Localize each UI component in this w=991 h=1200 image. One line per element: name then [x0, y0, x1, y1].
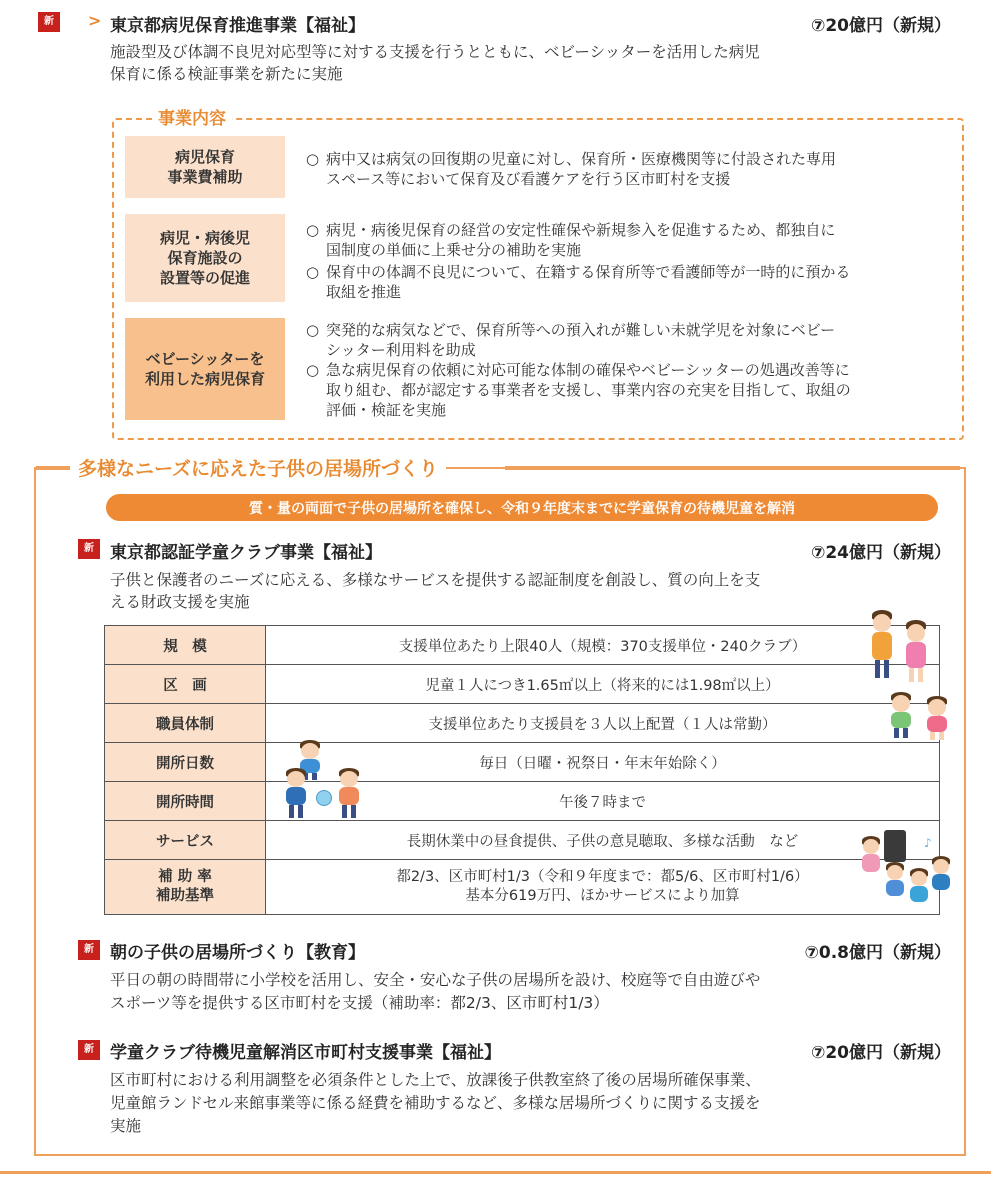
- bullet-item: [306, 220, 956, 260]
- bullet-item: [306, 262, 956, 302]
- bullet-item: [306, 149, 956, 189]
- program-spec-table: [104, 625, 940, 915]
- table-value: 毎日（日曜・祝祭日・年末年始除く）: [266, 743, 940, 782]
- divider: [0, 1171, 991, 1174]
- project-budget: ⑦20億円（新規）: [810, 16, 951, 36]
- bullet-text: 病児・病後児保育の経営の安定性確保や新規参入を促進するため、都独自に: [326, 221, 836, 239]
- bullet-text: 病中又は病気の回復期の児童に対し、保育所・医療機関等に付設された専用: [326, 150, 837, 168]
- child-illustration-icon: [888, 692, 914, 738]
- project-description-line: 保育に係る検証事業を新たに実施: [110, 65, 343, 83]
- table-row: [105, 782, 940, 821]
- project-description-line: 子供と保護者のニーズに応える、多様なサービスを提供する認証制度を創設し、質の向上を支: [110, 571, 761, 589]
- table-key: 区 画: [105, 665, 266, 704]
- bullet-text: スペース等において保育及び看護ケアを行う区市町村を支援: [326, 170, 731, 188]
- child-illustration-icon: [884, 862, 906, 902]
- project-budget: ⑦0.8億円（新規）: [804, 943, 951, 963]
- category-label: 保育施設の: [167, 249, 243, 267]
- child-illustration-icon: [870, 610, 894, 680]
- table-key: 開所日数: [105, 743, 266, 782]
- table-key: 開所時間: [105, 782, 266, 821]
- project-description-line: スポーツ等を提供する区市町村を支援（補助率：都2/3、区市町村1/3）: [110, 994, 609, 1012]
- new-badge: 新: [78, 1040, 100, 1060]
- bullet-mark: ○: [306, 361, 320, 379]
- ball-icon: [316, 790, 332, 806]
- table-row: [105, 665, 940, 704]
- category-label: 事業費補助: [167, 168, 243, 186]
- bullet-text: シッター利用料を助成: [326, 341, 476, 359]
- table-value-line: 基本分619万円、ほかサービスにより加算: [465, 888, 740, 904]
- category-label: 病児・病後児: [159, 229, 250, 247]
- table-value: 長期休業中の昼食提供、子供の意見聴取、多様な活動 など: [266, 821, 940, 860]
- bullet-text: 取り組む、都が認定する事業者を支援し、事業内容の充実を目指して、取組の: [326, 381, 851, 399]
- divider: [505, 466, 960, 470]
- table-key-line: 補助基準: [156, 888, 214, 904]
- table-key: 規 模: [105, 626, 266, 665]
- bullet-mark: ○: [306, 221, 320, 239]
- table-value: [266, 860, 940, 915]
- project-description-line: 施設型及び体調不良児対応型等に対する支援を行うとともに、ベビーシッターを活用した病児: [110, 43, 760, 61]
- bullet-item: [306, 320, 956, 360]
- bullet-text: 保育中の体調不良児について、在籍する保育所等で看護師等が一時的に預かる: [326, 263, 851, 281]
- table-row: [105, 743, 940, 782]
- table-value-line: 都2/3、区市町村1/3（令和９年度まで：都5/6、区市町村1/6）: [396, 869, 809, 885]
- category-label: 設置等の促進: [159, 269, 250, 287]
- child-illustration-icon: [930, 856, 952, 896]
- new-badge: 新: [78, 539, 100, 559]
- project-description-line: える財政支援を実施: [110, 593, 250, 611]
- chevron-right-icon: >: [88, 11, 102, 30]
- divider: [36, 466, 70, 470]
- table-row: [105, 626, 940, 665]
- project-budget: ⑦20億円（新規）: [810, 1043, 951, 1063]
- goal-banner-text: 質・量の両面で子供の居場所を確保し、令和９年度末までに学童保育の待機児童を解消: [249, 500, 795, 517]
- new-badge: 新: [78, 940, 100, 960]
- bullet-mark: ○: [306, 263, 320, 281]
- category-label: 利用した病児保育: [144, 370, 265, 388]
- child-illustration-icon: [284, 768, 308, 818]
- table-row: [105, 860, 940, 915]
- table-value: 支援単位あたり支援員を３人以上配置（１人は常勤）: [266, 704, 940, 743]
- section-heading: 多様なニーズに応えた子供の居場所づくり: [70, 454, 446, 481]
- project-title: 東京都認証学童クラブ事業【福祉】: [110, 543, 382, 563]
- table-value: 午後７時まで: [266, 782, 940, 821]
- table-key: [105, 860, 266, 915]
- bullet-item: [306, 360, 956, 420]
- table-row: [105, 821, 940, 860]
- category-label: ベビーシッターを: [145, 350, 265, 368]
- table-value: 児童１人につき1.65㎡以上（将来的には1.98㎡以上）: [266, 665, 940, 704]
- table-key-line: 補 助 率: [158, 869, 212, 885]
- child-illustration-icon: [860, 836, 882, 882]
- child-illustration-icon: [904, 620, 928, 682]
- music-note-icon: ♪: [924, 836, 932, 850]
- project-title: 朝の子供の居場所づくり【教育】: [110, 943, 365, 963]
- bullet-text: 急な病児保育の依頼に対応可能な体制の確保やベビーシッターの処遇改善等に: [326, 361, 850, 379]
- category-box: [125, 318, 285, 420]
- project-description-line: 区市町村における利用調整を必須条件とした上で、放課後子供教室終了後の居場所確保事業、: [110, 1071, 761, 1089]
- child-illustration-icon: [908, 868, 930, 908]
- category-box: [125, 136, 285, 198]
- goal-banner: [106, 494, 938, 521]
- content-label: 事業内容: [152, 104, 232, 129]
- project-title: 学童クラブ待機児童解消区市町村支援事業【福祉】: [110, 1043, 501, 1063]
- project-description-line: 児童館ランドセル来館事業等に係る経費を補助するなど、多様な居場所づくりに関する支援を: [110, 1094, 761, 1112]
- bullet-text: 評価・検証を実施: [326, 401, 447, 419]
- bullet-mark: ○: [306, 321, 320, 339]
- bullet-text: 国制度の単価に上乗せ分の補助を実施: [326, 241, 582, 259]
- category-box: [125, 214, 285, 302]
- new-badge: 新: [38, 12, 60, 32]
- project-description-line: 実施: [110, 1117, 142, 1135]
- bullet-text: 取組を推進: [326, 283, 402, 301]
- child-illustration-icon: [336, 768, 362, 818]
- table-row: [105, 704, 940, 743]
- table-key: サービス: [105, 821, 266, 860]
- piano-icon: [884, 830, 906, 862]
- project-budget: ⑦24億円（新規）: [810, 543, 951, 563]
- project-description-line: 平日の朝の時間帯に小学校を活用し、安全・安心な子供の居場所を設け、校庭等で自由遊びや: [110, 971, 761, 989]
- category-label: 病児保育: [174, 148, 235, 166]
- table-key: 職員体制: [105, 704, 266, 743]
- table-value: 支援単位あたり上限40人（規模：370支援単位・240クラブ）: [266, 626, 940, 665]
- project-title: 東京都病児保育推進事業【福祉】: [110, 16, 365, 36]
- bullet-mark: ○: [306, 150, 320, 168]
- child-illustration-icon: [924, 696, 950, 740]
- bullet-text: 突発的な病気などで、保育所等への預入れが難しい未就学児を対象にベビー: [326, 321, 836, 339]
